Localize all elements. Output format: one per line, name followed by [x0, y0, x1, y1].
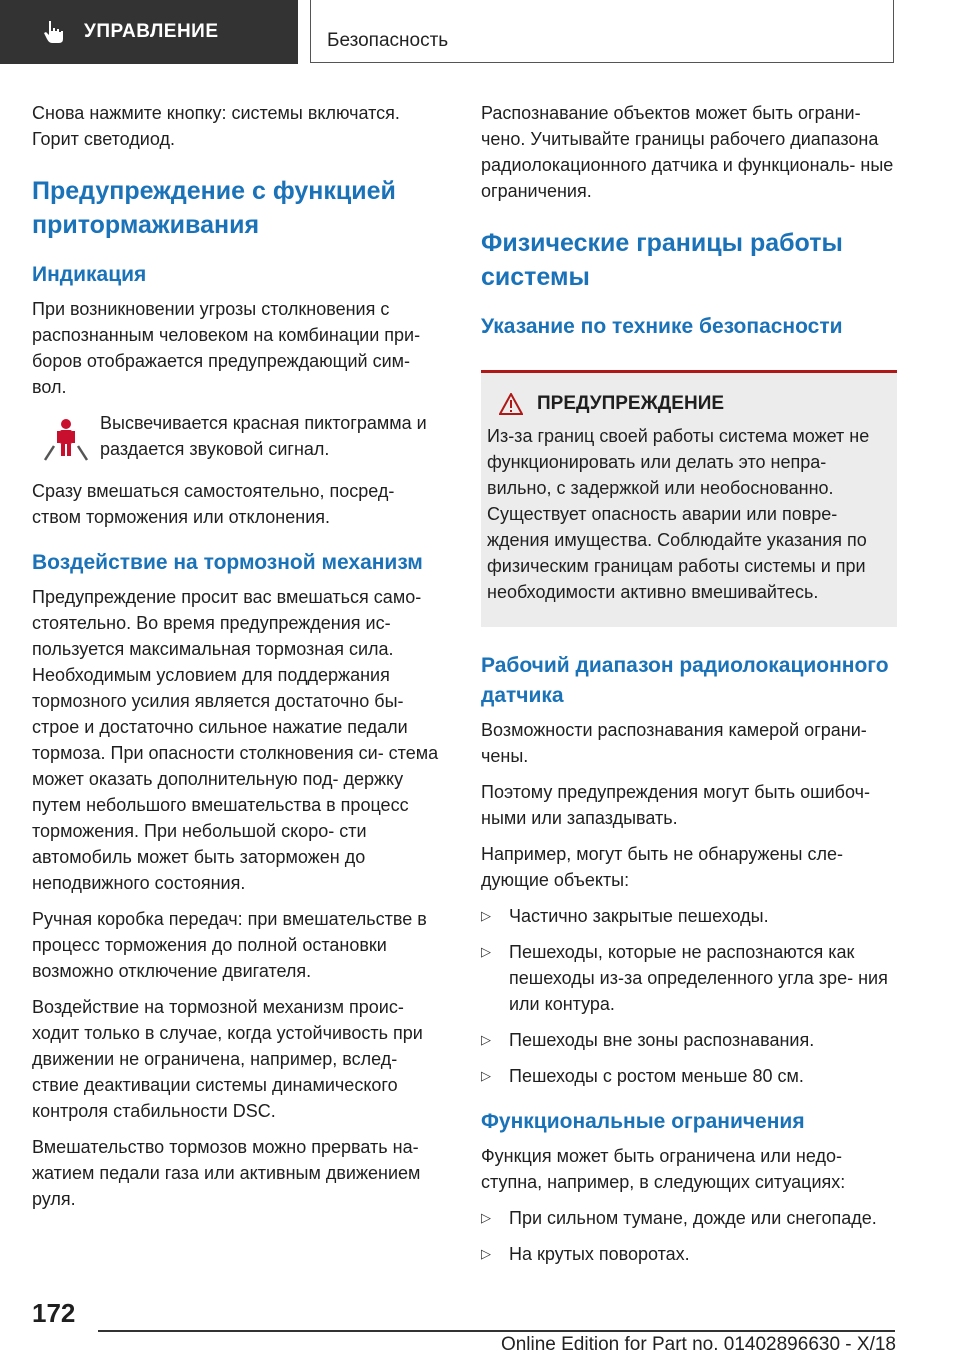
heading-brake-effect: Воздействие на тормозной механизм — [32, 551, 423, 574]
edition-footer: Online Edition for Part no. 01402896630 - X/18 — [500, 1334, 896, 1355]
indication-paragraph: При возникновении угрозы столкновения с распознанным человеком на комбинации при- боров отображается предупреждающий сим- вол. — [32, 299, 421, 397]
list-item: ▷ Пешеходы, которые не распознаются как пешеходы из-за определенного угла зре- ния или контура. — [481, 939, 897, 1017]
list-item: ▷ При сильном тумане, дожде или снегопаде. — [481, 1205, 897, 1231]
heading-physical-limits: Физические границы работы системы — [481, 229, 843, 291]
functional-list — [481, 1205, 897, 1267]
list-arrow-icon: ▷ — [481, 1246, 491, 1261]
list-item: ▷ На крутых поворотах. — [481, 1241, 897, 1267]
intro-paragraph: Снова нажмите кнопку: системы включатся. Горит светодиод. — [32, 103, 400, 149]
heading-radar-range: Рабочий диапазон радиолокационного датчика — [481, 654, 889, 707]
topic-title: Безопасность — [327, 30, 449, 51]
list-arrow-icon: ▷ — [481, 1032, 491, 1047]
list-arrow-icon: ▷ — [481, 1210, 491, 1225]
hand-pointer-icon — [42, 19, 66, 45]
footer-divider — [98, 1330, 895, 1332]
list-arrow-icon: ▷ — [481, 944, 491, 959]
right-column — [481, 100, 897, 1277]
effect-paragraph-1: Предупреждение просит вас вмешаться само- стоятельно. Во время предупреждения ис- пользуется максимальная тормозная сила. Необходимым условием для поддержания тормозного усилия является достаточно бы- строе и достаточно сильное нажатие педали тормоза. При опасности столкновения си- стема может оказать дополнительную под- держку путем небольшого вмешательства в процесс торможения. При небольшой скоро- сти автомобиль может быть заторможен до неподвижного состояния. — [32, 587, 439, 893]
page-number: 172 — [32, 1298, 76, 1328]
heading-brake-warning: Предупреждение с функцией притормаживания — [32, 177, 396, 239]
pedestrian-warning-icon — [41, 416, 91, 462]
list-arrow-icon: ▷ — [481, 908, 491, 923]
warning-text: Из-за границ своей работы система может не функционировать или делать это непра- вильно, с задержкой или необоснованно. Существует опасность аварии или повре- ждения имущества. Соблюдайте указания по физическим границам работы системы и при необходимости активно вмешивайтесь. — [487, 426, 870, 602]
effect-paragraph-3: Воздействие на тормозной механизм проис- ходит только в случае, когда устойчивость при движении не ограничена, например, вслед- ствие деактивации системы динамического контроля стабильности DSC. — [32, 997, 423, 1121]
topic-box — [310, 0, 894, 63]
heading-safety-note: Указание по технике безопасности — [481, 315, 843, 338]
warning-title: ПРЕДУПРЕЖДЕНИЕ — [537, 393, 725, 414]
radar-paragraph-2: Поэтому предупреждения могут быть ошибоч- ными или запаздывать. — [481, 782, 870, 828]
warning-box — [481, 370, 897, 627]
limit-paragraph: Распознавание объектов может быть ограни- чено. Учитывайте границы рабочего диапазона радиолокационного датчика и функциональ- ные ограничения. — [481, 103, 894, 201]
effect-paragraph-2: Ручная коробка передач: при вмешательстве в процесс торможения до полной остановки возможно отключение двигателя. — [32, 909, 427, 981]
heading-indication: Индикация — [32, 263, 147, 286]
radar-paragraph-1: Возможности распознавания камерой ограни- чены. — [481, 720, 867, 766]
pedestrian-warning-row — [32, 410, 448, 462]
action-paragraph: Сразу вмешаться самостоятельно, посред- ством торможения или отклонения. — [32, 481, 395, 527]
heading-functional-limits: Функциональные ограничения — [481, 1110, 805, 1133]
icon-description: Высвечивается красная пиктограмма и раздается звуковой сигнал. — [100, 413, 427, 459]
warning-triangle-icon — [499, 393, 523, 415]
list-item: ▷ Пешеходы с ростом меньше 80 см. — [481, 1063, 897, 1089]
section-tab — [0, 0, 298, 64]
list-item: ▷ Частично закрытые пешеходы. — [481, 903, 897, 929]
effect-paragraph-4: Вмешательство тормозов можно прервать на- жатием педали газа или активным движением руля. — [32, 1137, 421, 1209]
list-arrow-icon: ▷ — [481, 1068, 491, 1083]
list-item: ▷ Пешеходы вне зоны распознавания. — [481, 1027, 897, 1053]
radar-list — [481, 903, 897, 1089]
left-column — [32, 100, 448, 1222]
radar-paragraph-3: Например, могут быть не обнаружены сле- дующие объекты: — [481, 844, 843, 890]
functional-paragraph: Функция может быть ограничена или недо- ступна, например, в следующих ситуациях: — [481, 1146, 846, 1192]
section-title: УПРАВЛЕНИЕ — [84, 21, 219, 42]
